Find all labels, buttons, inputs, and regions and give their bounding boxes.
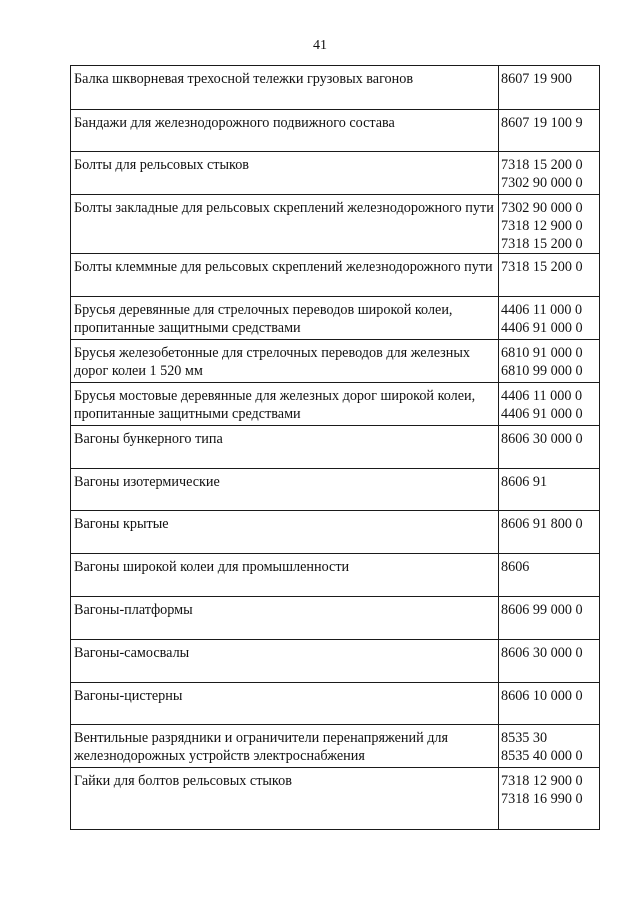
table-row (71, 110, 600, 152)
item-name-cell: Вагоны изотермические (71, 469, 499, 511)
tn-ved-code: 8607 19 100 9 (501, 115, 583, 131)
tn-ved-code: 7318 16 990 0 (501, 791, 583, 807)
tn-ved-code-cell (499, 297, 600, 340)
tn-ved-code-cell (499, 195, 600, 254)
table-row (71, 340, 600, 383)
tn-ved-code: 8606 99 000 0 (501, 602, 583, 618)
table-row (71, 768, 600, 830)
tn-ved-code: 7318 12 900 0 (501, 218, 583, 234)
tn-ved-code-cell (499, 426, 600, 469)
table-row (71, 426, 600, 469)
item-name-cell: Вагоны крытые (71, 511, 499, 554)
item-name-cell: Болты закладные для рельсовых скреплений железнодорожного пути (71, 195, 499, 254)
tn-ved-code-cell (499, 640, 600, 683)
table-row (71, 66, 600, 110)
table-row (71, 725, 600, 768)
tn-ved-code-cell (499, 469, 600, 511)
goods-table-body (71, 66, 600, 830)
table-row (71, 640, 600, 683)
item-name-cell: Вагоны-цистерны (71, 683, 499, 725)
tn-ved-code-cell (499, 383, 600, 426)
item-name-cell: Гайки для болтов рельсовых стыков (71, 768, 499, 830)
tn-ved-code-cell (499, 511, 600, 554)
item-name-cell: Балка шкворневая трехосной тележки грузовых вагонов (71, 66, 499, 110)
table-row (71, 297, 600, 340)
page-number: 41 (313, 38, 327, 53)
tn-ved-code: 8607 19 900 (501, 71, 572, 87)
tn-ved-code: 4406 11 000 0 (501, 302, 583, 318)
goods-table (70, 65, 600, 830)
item-name-cell: Болты для рельсовых стыков (71, 152, 499, 195)
tn-ved-code: 7318 15 200 0 (501, 259, 583, 275)
item-name-cell: Брусья мостовые деревянные для железных дорог широкой колеи, пропитанные защитными средствами (71, 383, 499, 426)
tn-ved-code: 7302 90 000 0 (501, 200, 583, 216)
tn-ved-code-cell (499, 554, 600, 597)
tn-ved-code: 6810 99 000 0 (501, 363, 583, 379)
table-row (71, 597, 600, 640)
item-name-cell: Вентильные разрядники и ограничители перенапряжений для железнодорожных устройств электроснабжения (71, 725, 499, 768)
item-name-cell: Болты клеммные для рельсовых скреплений железнодорожного пути (71, 254, 499, 297)
table-row (71, 254, 600, 297)
item-name-cell: Вагоны широкой колеи для промышленности (71, 554, 499, 597)
table-row (71, 683, 600, 725)
tn-ved-code: 7318 15 200 0 (501, 157, 583, 173)
tn-ved-code-cell (499, 110, 600, 152)
tn-ved-code-cell (499, 340, 600, 383)
tn-ved-code: 7318 12 900 0 (501, 773, 583, 789)
item-name-cell: Брусья деревянные для стрелочных переводов широкой колеи, пропитанные защитными средствами (71, 297, 499, 340)
table-row (71, 469, 600, 511)
tn-ved-code: 4406 91 000 0 (501, 406, 583, 422)
item-name-cell: Брусья железобетонные для стрелочных переводов для железных дорог колеи 1 520 мм (71, 340, 499, 383)
tn-ved-code-cell (499, 683, 600, 725)
tn-ved-code: 8606 91 (501, 474, 548, 490)
tn-ved-code: 8606 30 000 0 (501, 431, 583, 447)
table-row (71, 511, 600, 554)
tn-ved-code-cell (499, 725, 600, 768)
tn-ved-code: 4406 11 000 0 (501, 388, 583, 404)
tn-ved-code: 6810 91 000 0 (501, 345, 583, 361)
item-name-cell: Бандажи для железнодорожного подвижного состава (71, 110, 499, 152)
tn-ved-code-cell (499, 66, 600, 110)
table-row (71, 554, 600, 597)
table-row (71, 152, 600, 195)
tn-ved-code: 8535 30 (501, 730, 548, 746)
item-name-cell: Вагоны-самосвалы (71, 640, 499, 683)
tn-ved-code: 4406 91 000 0 (501, 320, 583, 336)
tn-ved-code-cell (499, 597, 600, 640)
tn-ved-code-cell (499, 152, 600, 195)
tn-ved-code-cell (499, 768, 600, 830)
tn-ved-code: 8606 (501, 559, 530, 575)
item-name-cell: Вагоны-платформы (71, 597, 499, 640)
tn-ved-code: 7302 90 000 0 (501, 175, 583, 191)
tn-ved-code: 8535 40 000 0 (501, 748, 583, 764)
table-row (71, 195, 600, 254)
tn-ved-code: 8606 91 800 0 (501, 516, 583, 532)
tn-ved-code: 8606 10 000 0 (501, 688, 583, 704)
tn-ved-code-cell (499, 254, 600, 297)
tn-ved-code: 8606 30 000 0 (501, 645, 583, 661)
table-row (71, 383, 600, 426)
item-name-cell: Вагоны бункерного типа (71, 426, 499, 469)
tn-ved-code: 7318 15 200 0 (501, 236, 583, 252)
